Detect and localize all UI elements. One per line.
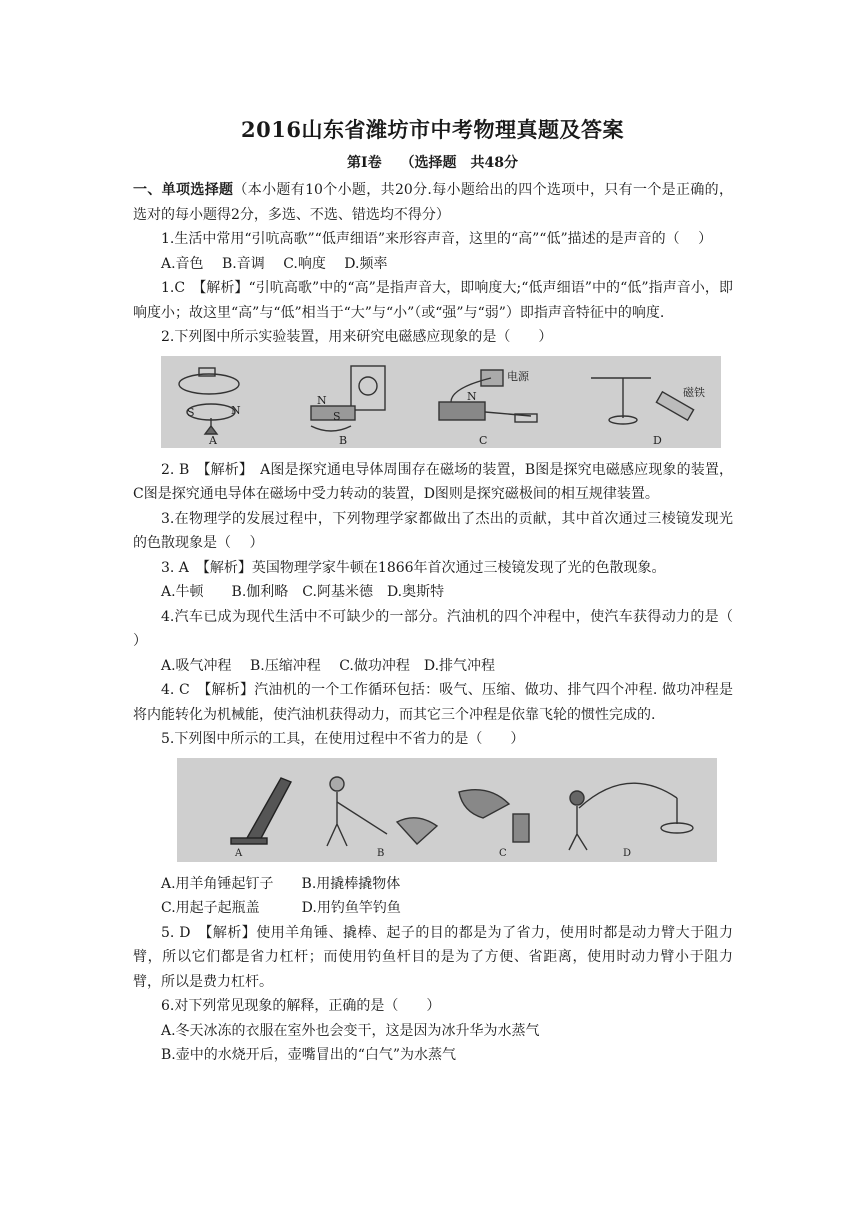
q5-figure-drawing (177, 758, 717, 862)
q2-label-a: A (209, 433, 217, 447)
q5-options-row1: A.用羊角锤起钉子 B.用撬棒撬物体 (161, 875, 401, 892)
q3-answer: 3. A 【解析】英国物理学家牛顿在1866年首次通过三棱镜发现了光的色散现象。 (161, 559, 666, 576)
q5-figure-a (231, 778, 291, 844)
q5-stem: 5.下列图中所示的工具，在使用过程中不省力的是（ ） (161, 731, 525, 747)
q5-figure (177, 758, 717, 862)
q2-label-c: C (479, 433, 488, 447)
q2-label-d: D (653, 433, 662, 447)
svg-text:S: S (187, 405, 195, 419)
q2-label-b: B (339, 433, 348, 447)
q6-option-b: B.壶中的水烧开后，壶嘴冒出的“白气”为水蒸气 (161, 1047, 457, 1063)
q1-answer: 1.C 【解析】“引吭高歌”中的“高”是指声音大，即响度大;“低声细语”中的“低”指声音小，即响度小；故这里“高”与“低”相当于“大”与“小”（或“强”与“弱”）即指声音特征中的响度. (133, 280, 733, 321)
q5-figure-d (569, 783, 693, 850)
q5-label-c: C (499, 847, 507, 859)
q2-figure-a (179, 368, 239, 434)
q6-option-a: A.冬天冰冻的衣服在室外也会变干，这是因为冰升华为水蒸气 (161, 1022, 540, 1039)
q3-stem: 3.在物理学的发展过程中，下列物理学家都做出了杰出的贡献，其中首次通过三棱镜发现光的色散现象是（ ） (133, 510, 733, 551)
q2-figure-drawing (161, 356, 721, 448)
document-body (133, 178, 752, 1068)
q5-figure-c (459, 789, 529, 841)
q6-stem: 6.对下列常见现象的解释，正确的是（ ） (161, 998, 441, 1014)
svg-text:N: N (231, 403, 241, 417)
q1-stem: 1.生活中常用“引吭高歌”“低声细语”来形容声音，这里的“高”“低”描述的是声音的（ ） (161, 231, 713, 247)
q5-label-a: A (235, 847, 243, 859)
q2-power-label: 电源 (507, 369, 529, 383)
q3-options: A.牛顿 B.伽利略 C.阿基米德 D.奥斯特 (161, 584, 445, 600)
q2-stem: 2.下列图中所示实验装置，用来研究电磁感应现象的是（ ） (161, 329, 553, 345)
q2-magnet-label: 磁铁 (683, 385, 705, 399)
q5-answer: 5. D 【解析】使用羊角锤、撬棒、起子的目的都是为了省力，使用时都是动力臂大于阻力臂，所以它们都是省力杠杆；而使用钓鱼杆目的是为了方便、省距离，使用时动力臂小于阻力臂，所以是费力杠杆。 (133, 924, 733, 990)
section-heading: 第Ⅰ卷 （选择题 共48分 (347, 155, 518, 171)
q5-figure-b (327, 777, 437, 846)
q2-figure (161, 356, 721, 448)
svg-text:S: S (333, 409, 341, 423)
q5-options-row2: C.用起子起瓶盖 D.用钓鱼竿钓鱼 (161, 900, 401, 916)
q2-answer: 2. B 【解析】 A图是探究通电导体周围存在磁场的装置，B图是探究电磁感应现象的装置，C图是探究通电导体在磁场中受力转动的装置，D图则是探究磁极间的相互规律装置。 (133, 461, 733, 502)
q2-figure-d (591, 378, 694, 424)
part1-heading: 一、单项选择题 (133, 182, 234, 198)
svg-text:N: N (467, 389, 477, 403)
q5-label-b: B (377, 847, 385, 859)
svg-text:N: N (317, 393, 327, 407)
q1-options: A.音色 B.音调 C.响度 D.频率 (161, 255, 388, 272)
q5-label-d: D (623, 847, 632, 859)
q4-stem: 4.汽车已成为现代生活中不可缺少的一部分。汽油机的四个冲程中，使汽车获得动力的是（ ） (133, 608, 752, 649)
part1-intro (133, 178, 733, 227)
q4-options: A.吸气冲程 B.压缩冲程 C.做功冲程 D.排气冲程 (161, 657, 496, 674)
q4-answer: 4. C 【解析】汽油机的一个工作循环包括：吸气、压缩、做功、排气四个冲程. 做功冲程是将内能转化为机械能，使汽油机获得动力，而其它三个冲程是依靠飞轮的惯性完成的. (133, 682, 733, 723)
document-title: 2016山东省潍坊市中考物理真题及答案 (241, 117, 624, 142)
part1-desc: （本小题有10个小题，共20分.每小题给出的四个选项中，只有一个是正确的，选对的每小题得2分，多选、不选、错选均不得分） (133, 182, 734, 223)
